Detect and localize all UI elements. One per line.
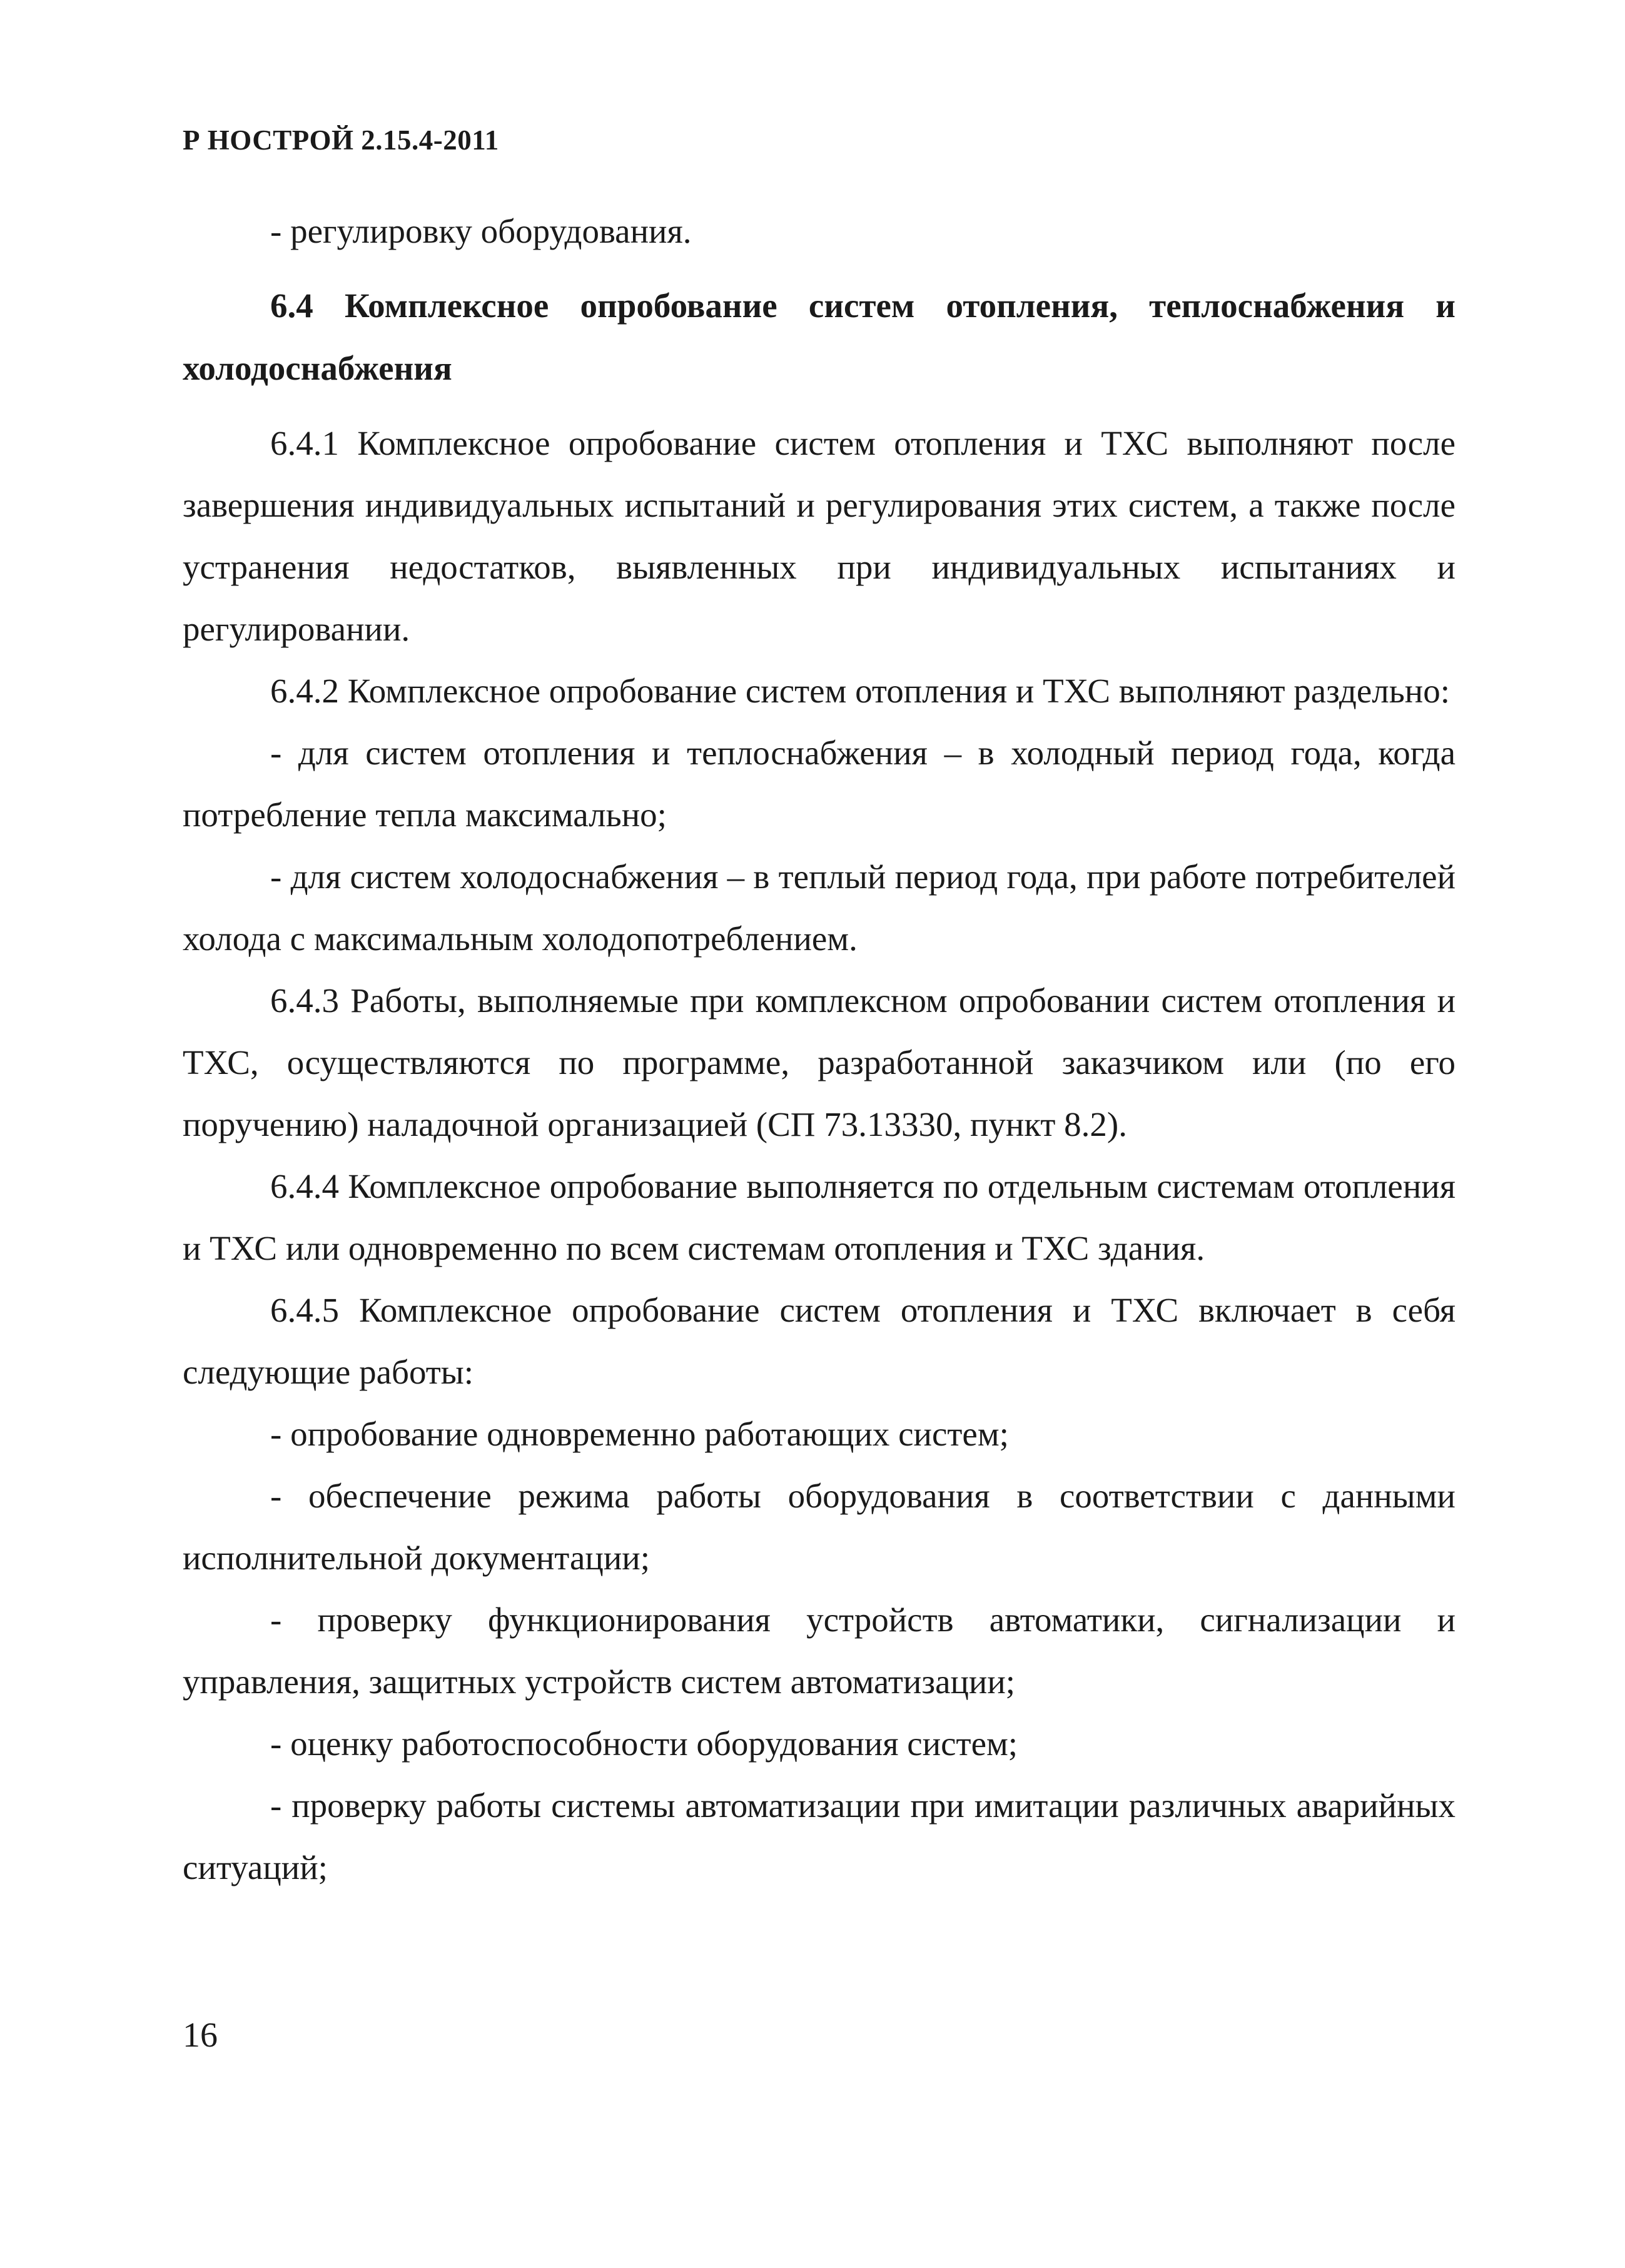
list-item: - проверку функционирования устройств автоматики, сигнализации и управления, защитных устройств систем автоматизации; bbox=[183, 1601, 1455, 1701]
list-item: - оценку работоспособности оборудования систем; bbox=[270, 1724, 1018, 1763]
paragraph: 6.4.2 Комплексное опробование систем отопления и ТХС выполняют раздельно: bbox=[270, 672, 1450, 710]
document-code-header: Р НОСТРОЙ 2.15.4-2011 bbox=[183, 124, 499, 156]
section-heading: 6.4 Комплексное опробование систем отопления, теплоснабжения и холодоснабжения bbox=[183, 286, 1455, 387]
paragraph: 6.4.3 Работы, выполняемые при комплексном опробовании систем отопления и ТХС, осуществляются по программе, разработанной заказчиком или (по его поручению) наладочной организацией (СП 73.13330, пункт 8.2). bbox=[183, 981, 1455, 1143]
list-item: - проверку работы системы автоматизации при имитации различных аварийных ситуаций; bbox=[183, 1786, 1455, 1886]
paragraph: 6.4.4 Комплексное опробование выполняется по отдельным системам отопления и ТХС или одновременно по всем системам отопления и ТХС здания. bbox=[183, 1167, 1455, 1267]
list-item: - регулировку оборудования. bbox=[270, 212, 692, 250]
list-item: - для систем холодоснабжения – в теплый период года, при работе потребителей холода с максимальным холодопотреблением. bbox=[183, 858, 1455, 958]
paragraph: 6.4.1 Комплексное опробование систем отопления и ТХС выполняют после завершения индивидуальных испытаний и регулирования этих систем, а также после устранения недостатков, выявленных при индивидуальных испытаниях и регулировании. bbox=[183, 424, 1455, 648]
document-body bbox=[183, 200, 1455, 1898]
page-number: 16 bbox=[183, 2016, 218, 2055]
list-item: - обеспечение режима работы оборудования в соответствии с данными исполнительной документации; bbox=[183, 1477, 1455, 1577]
list-item: - для систем отопления и теплоснабжения – в холодный период года, когда потребление тепла максимально; bbox=[183, 734, 1455, 834]
list-item: - опробование одновременно работающих систем; bbox=[270, 1415, 1009, 1453]
paragraph: 6.4.5 Комплексное опробование систем отопления и ТХС включает в себя следующие работы: bbox=[183, 1291, 1455, 1391]
